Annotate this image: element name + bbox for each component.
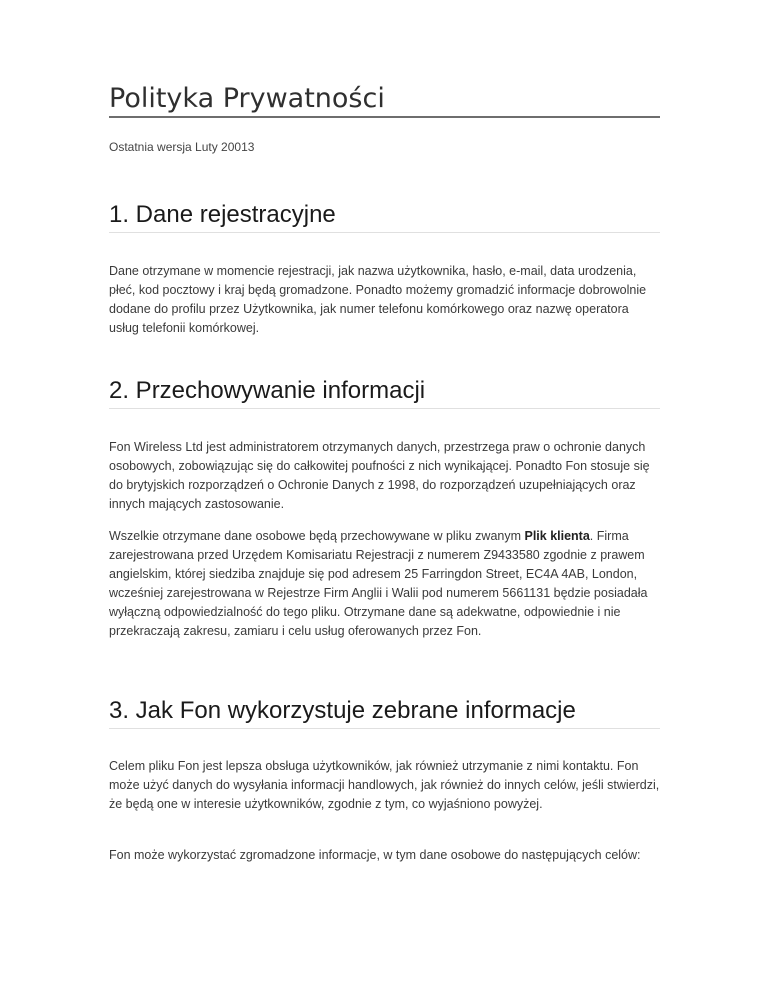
paragraph-storage-2: [109, 527, 661, 641]
paragraph-usage-1: Celem pliku Fon jest lepsza obsługa użytkowników, jak również utrzymanie z nimi kontaktu. Fon może użyć danych do wysyłania informacji handlowych, jak również do innych celów, jeśli stwierdzi, że będą one w interesie użytkowników, zgodnie z tym, co wyjaśniono powyżej.: [109, 759, 660, 811]
paragraph-registration: Dane otrzymane w momencie rejestracji, jak nazwa użytkownika, hasło, e-mail, data urodzenia, płeć, kod pocztowy i kraj będą gromadzone. Ponadto możemy gromadzić informacje dobrowolnie dodane do profilu przez Użytkownika, jak numer telefonu komórkowego oraz nazwę operatora usług telefonii komórkowej.: [109, 264, 647, 335]
section-heading-storage: 2. Przechowywanie informacji: [109, 376, 660, 409]
paragraph-storage-1: Fon Wireless Ltd jest administratorem otrzymanych danych, przestrzega praw o ochronie danych osobowych, zobowiązując się do całkowitej poufności z nich wynikającej. Ponadto Fon stosuje się do brytyjskich rozporządzeń o Ochronie Danych z 1998, do rozporządzeń uzupełniających oraz innych mających zastosowanie.: [109, 440, 650, 511]
document-title: Polityka Prywatności: [109, 82, 660, 118]
section-heading-registration: 1. Dane rejestracyjne: [109, 200, 660, 233]
paragraph-storage-2-start: Wszelkie otrzymane dane osobowe będą przechowywane w pliku zwanym: [109, 529, 525, 543]
paragraph-storage-2-end: . Firma zarejestrowana przed Urzędem Komisariatu Rejestracji z numerem Z9433580 zgodnie z prawem angielskim, której siedziba znajduje się pod adresem 25 Farringdon Street, EC4A 4AB, London, wcześniej zarejestrowana w Rejestrze Firm Anglii i Walii pod numerem 5661131 będzie posiadała wyłączną odpowiedzialność do tego pliku. Otrzymane dane są adekwatne, odpowiednie i nie przekraczają zakresu, zamiaru i celu usług oferowanych przez Fon.: [109, 529, 648, 638]
client-file-term: Plik klienta: [524, 529, 590, 543]
section-heading-usage: 3. Jak Fon wykorzystuje zebrane informacje: [109, 696, 660, 729]
paragraph-usage-2: Fon może wykorzystać zgromadzone informacje, w tym dane osobowe do następujących celów:: [109, 848, 641, 862]
last-revision-note: Ostatnia wersja Luty 20013: [109, 140, 255, 154]
